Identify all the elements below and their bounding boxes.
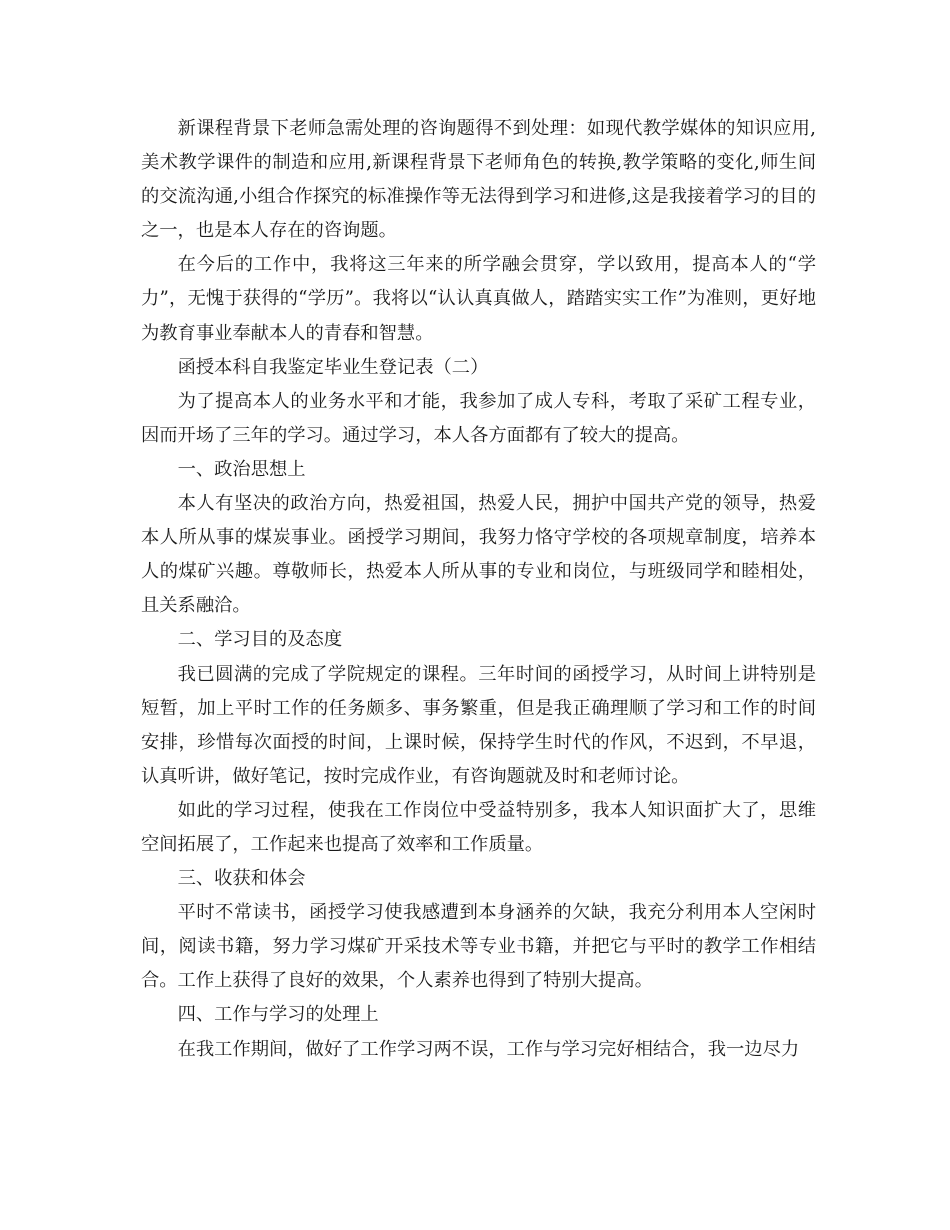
section-heading: 一、政治思想上	[177, 458, 306, 480]
section-heading: 三、收获和体会	[177, 868, 306, 890]
paragraph: 我已圆满的完成了学院规定的课程。三年时间的函授学习，从时间上讲特别是短暂，加上平时工作的任务颇多、事务繁重，但是我正确理顺了学习和工作的时间安排，珍惜每次面授的时间，上课时候，保持学生时代的作风，不迟到，不早退，认真听讲，做好笔记，按时完成作业，有咨询题就及时和老师讨论。	[141, 663, 816, 787]
section-heading: 二、学习目的及态度	[177, 629, 343, 651]
paragraph: 在今后的工作中，我将这三年来的所学融会贯穿，学以致用，提高本人的“学力”，无愧于获得的“学历”。我将以“认认真真做人，踏踏实实工作”为准则，更好地为教育事业奉献本人的青春和智慧。	[141, 254, 816, 344]
paragraph: 如此的学习过程，使我在工作岗位中受益特别多，我本人知识面扩大了，思维空间拓展了，工作起来也提高了效率和工作质量。	[141, 799, 816, 855]
section-title: 函授本科自我鉴定毕业生登记表（二）	[177, 356, 489, 378]
paragraph: 新课程背景下老师急需处理的咨询题得不到处理：如现代教学媒体的知识应用,美术教学课件的制造和应用,新课程背景下老师角色的转换,教学策略的变化,师生间的交流沟通,小组合作探究的标准操作等无法得到学习和进修,这是我接着学习的目的之一，也是本人存在的咨询题。	[141, 118, 816, 242]
paragraph: 本人有坚决的政治方向，热爱祖国，热爱人民，拥护中国共产党的领导，热爱本人所从事的煤炭事业。函授学习期间，我努力恪守学校的各项规章制度，培养本人的煤矿兴趣。尊敬师长，热爱本人所从事的专业和岗位，与班级同学和睦相处，且关系融洽。	[141, 493, 816, 617]
paragraph: 在我工作期间，做好了工作学习两不误，工作与学习完好相结合，我一边尽力	[177, 1038, 800, 1060]
document-body	[141, 112, 816, 1067]
paragraph: 为了提高本人的业务水平和才能，我参加了成人专科，考取了采矿工程专业，因而开场了三年的学习。通过学习，本人各方面都有了较大的提高。	[141, 390, 816, 446]
section-heading: 四、工作与学习的处理上	[177, 1004, 379, 1026]
paragraph: 平时不常读书，函授学习使我感遭到本身涵养的欠缺，我充分利用本人空闲时间，阅读书籍，努力学习煤矿开采技术等专业书籍，并把它与平时的教学工作相结合。工作上获得了良好的效果，个人素养也得到了特别大提高。	[141, 902, 816, 992]
